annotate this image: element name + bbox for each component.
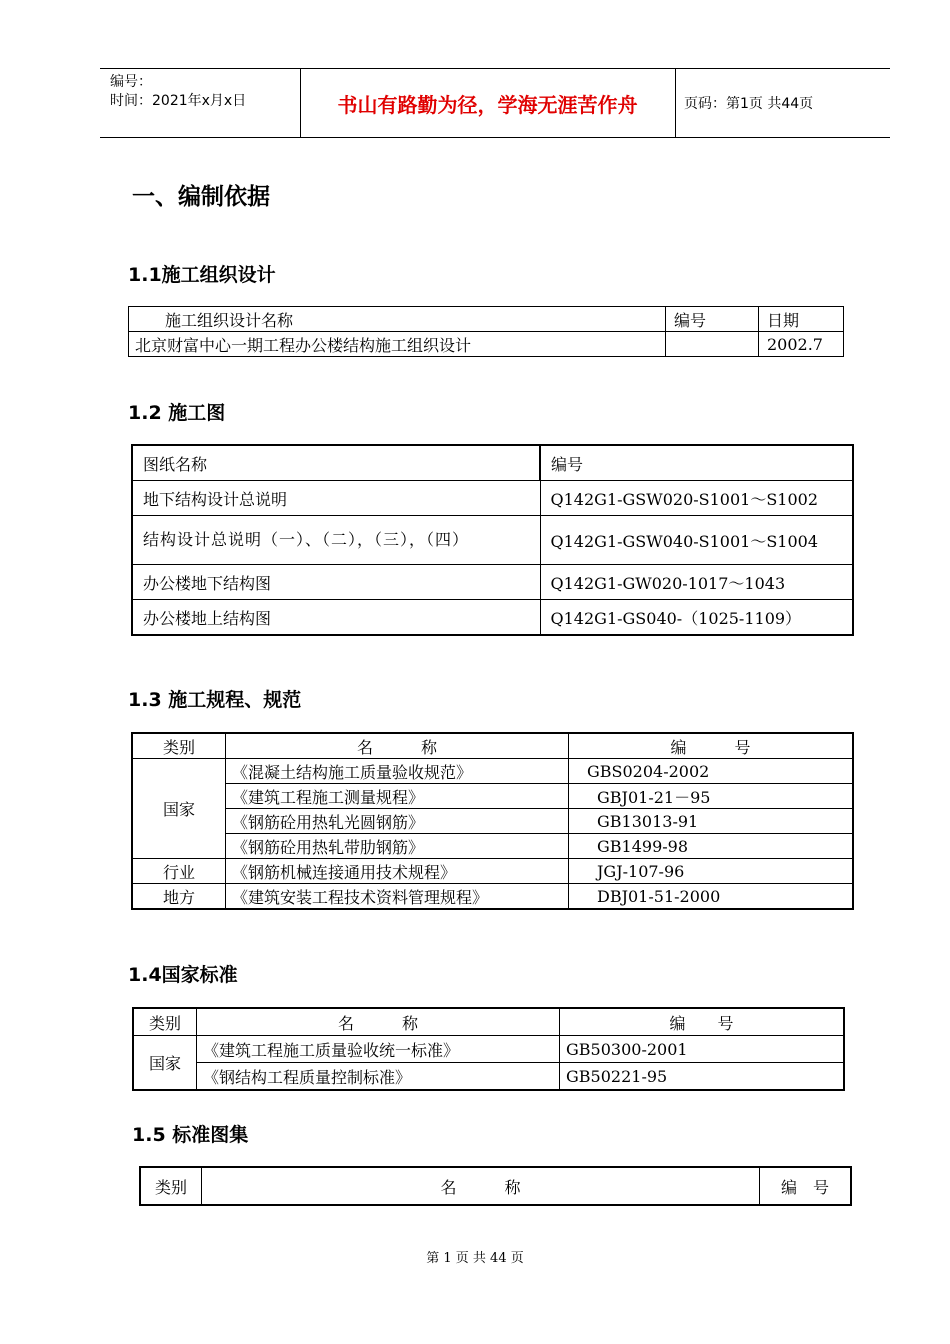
table-row — [132, 600, 853, 636]
table-cell: 《建筑工程施工质量验收统一标准》 — [197, 1036, 560, 1063]
category-cell: 国家 — [133, 1036, 197, 1091]
table-cell: GBJ01-21－95 — [569, 784, 854, 809]
section-title: 一、编制依据 — [132, 184, 270, 210]
table-header: 名 称 — [197, 1008, 560, 1036]
table-header: 图纸名称 — [132, 445, 540, 481]
standard-atlas-table — [139, 1166, 852, 1206]
header-divider — [675, 69, 676, 137]
table-cell: GB13013-91 — [569, 809, 854, 834]
page-header — [100, 68, 890, 138]
subsection-title-1-3: 1.3 施工规程、规范 — [128, 689, 302, 711]
table-cell: 《钢筋机械连接通用技术规程》 — [226, 859, 569, 884]
table-header-row — [140, 1167, 851, 1205]
drawings-table — [131, 444, 854, 636]
table-header: 编号 — [666, 307, 759, 332]
table-header: 编 号 — [569, 733, 854, 759]
table-row — [133, 1063, 844, 1091]
table-header: 名 称 — [202, 1167, 760, 1205]
construction-design-table — [128, 306, 844, 357]
category-cell: 地方 — [132, 884, 226, 910]
table-header: 编 号 — [760, 1167, 852, 1205]
table-cell: 北京财富中心一期工程办公楼结构施工组织设计 — [129, 332, 666, 357]
table-cell: GBS0204-2002 — [569, 759, 854, 784]
table-row — [132, 884, 853, 910]
table-cell: 《建筑安装工程技术资料管理规程》 — [226, 884, 569, 910]
page-number-label: 页码：第1页 共44页 — [684, 96, 814, 112]
table-cell: 结构设计总说明（一）、（二），（三），（四） — [132, 516, 540, 565]
table-cell: 《建筑工程施工测量规程》 — [226, 784, 569, 809]
table-header: 类别 — [132, 733, 226, 759]
table-row — [129, 332, 844, 357]
table-row — [132, 834, 853, 859]
table-cell: 办公楼地上结构图 — [132, 600, 540, 636]
table-cell: 2002.7 — [759, 332, 844, 357]
category-cell: 行业 — [132, 859, 226, 884]
category-cell: 国家 — [132, 759, 226, 859]
table-cell: JGJ-107-96 — [569, 859, 854, 884]
table-cell: GB50300-2001 — [560, 1036, 845, 1063]
subsection-title-1-4: 1.4国家标准 — [128, 964, 238, 986]
table-cell: GB50221-95 — [560, 1063, 845, 1091]
table-row — [133, 1036, 844, 1063]
page-footer: 第 1 页 共 44 页 — [426, 1251, 524, 1266]
table-row — [132, 859, 853, 884]
table-header-row — [132, 733, 853, 759]
table-cell — [666, 332, 759, 357]
table-cell: Q142G1-GS040-（1025-1109） — [540, 600, 853, 636]
table-cell: 办公楼地下结构图 — [132, 565, 540, 600]
table-row — [132, 809, 853, 834]
table-header: 日期 — [759, 307, 844, 332]
table-row — [132, 516, 853, 565]
table-cell: Q142G1-GW020-1017～1043 — [540, 565, 853, 600]
table-cell: GB1499-98 — [569, 834, 854, 859]
number-label: 编号： — [110, 74, 152, 90]
table-cell: 《钢结构工程质量控制标准》 — [197, 1063, 560, 1091]
table-header: 施工组织设计名称 — [129, 307, 666, 332]
table-row — [132, 784, 853, 809]
table-cell: 地下结构设计总说明 — [132, 481, 540, 516]
table-header-row — [129, 307, 844, 332]
regulations-table — [131, 732, 854, 910]
table-header: 编 号 — [560, 1008, 845, 1036]
table-cell: DBJ01-51-2000 — [569, 884, 854, 910]
table-header: 编号 — [540, 445, 853, 481]
table-row — [132, 481, 853, 516]
table-header-row — [132, 445, 853, 481]
table-cell: Q142G1-GSW020-S1001～S1002 — [540, 481, 853, 516]
subsection-title-1-1: 1.1施工组织设计 — [128, 264, 276, 286]
table-cell: 《混凝土结构施工质量验收规范》 — [226, 759, 569, 784]
subsection-title-1-2: 1.2 施工图 — [128, 402, 226, 424]
table-row — [132, 565, 853, 600]
table-row — [132, 759, 853, 784]
table-header: 类别 — [140, 1167, 202, 1205]
table-cell: 《钢筋砼用热轧光圆钢筋》 — [226, 809, 569, 834]
table-cell: 《钢筋砼用热轧带肋钢筋》 — [226, 834, 569, 859]
national-standards-table — [132, 1007, 845, 1091]
subsection-title-1-5: 1.5 标准图集 — [132, 1124, 249, 1146]
table-header: 类别 — [133, 1008, 197, 1036]
time-label: 时间：2021年x月x日 — [110, 93, 247, 109]
header-motto: 书山有路勤为径，学海无涯苦作舟 — [337, 93, 638, 117]
table-cell: Q142G1-GSW040-S1001～S1004 — [540, 516, 853, 565]
header-meta — [110, 73, 246, 111]
table-header-row — [133, 1008, 844, 1036]
table-header: 名 称 — [226, 733, 569, 759]
